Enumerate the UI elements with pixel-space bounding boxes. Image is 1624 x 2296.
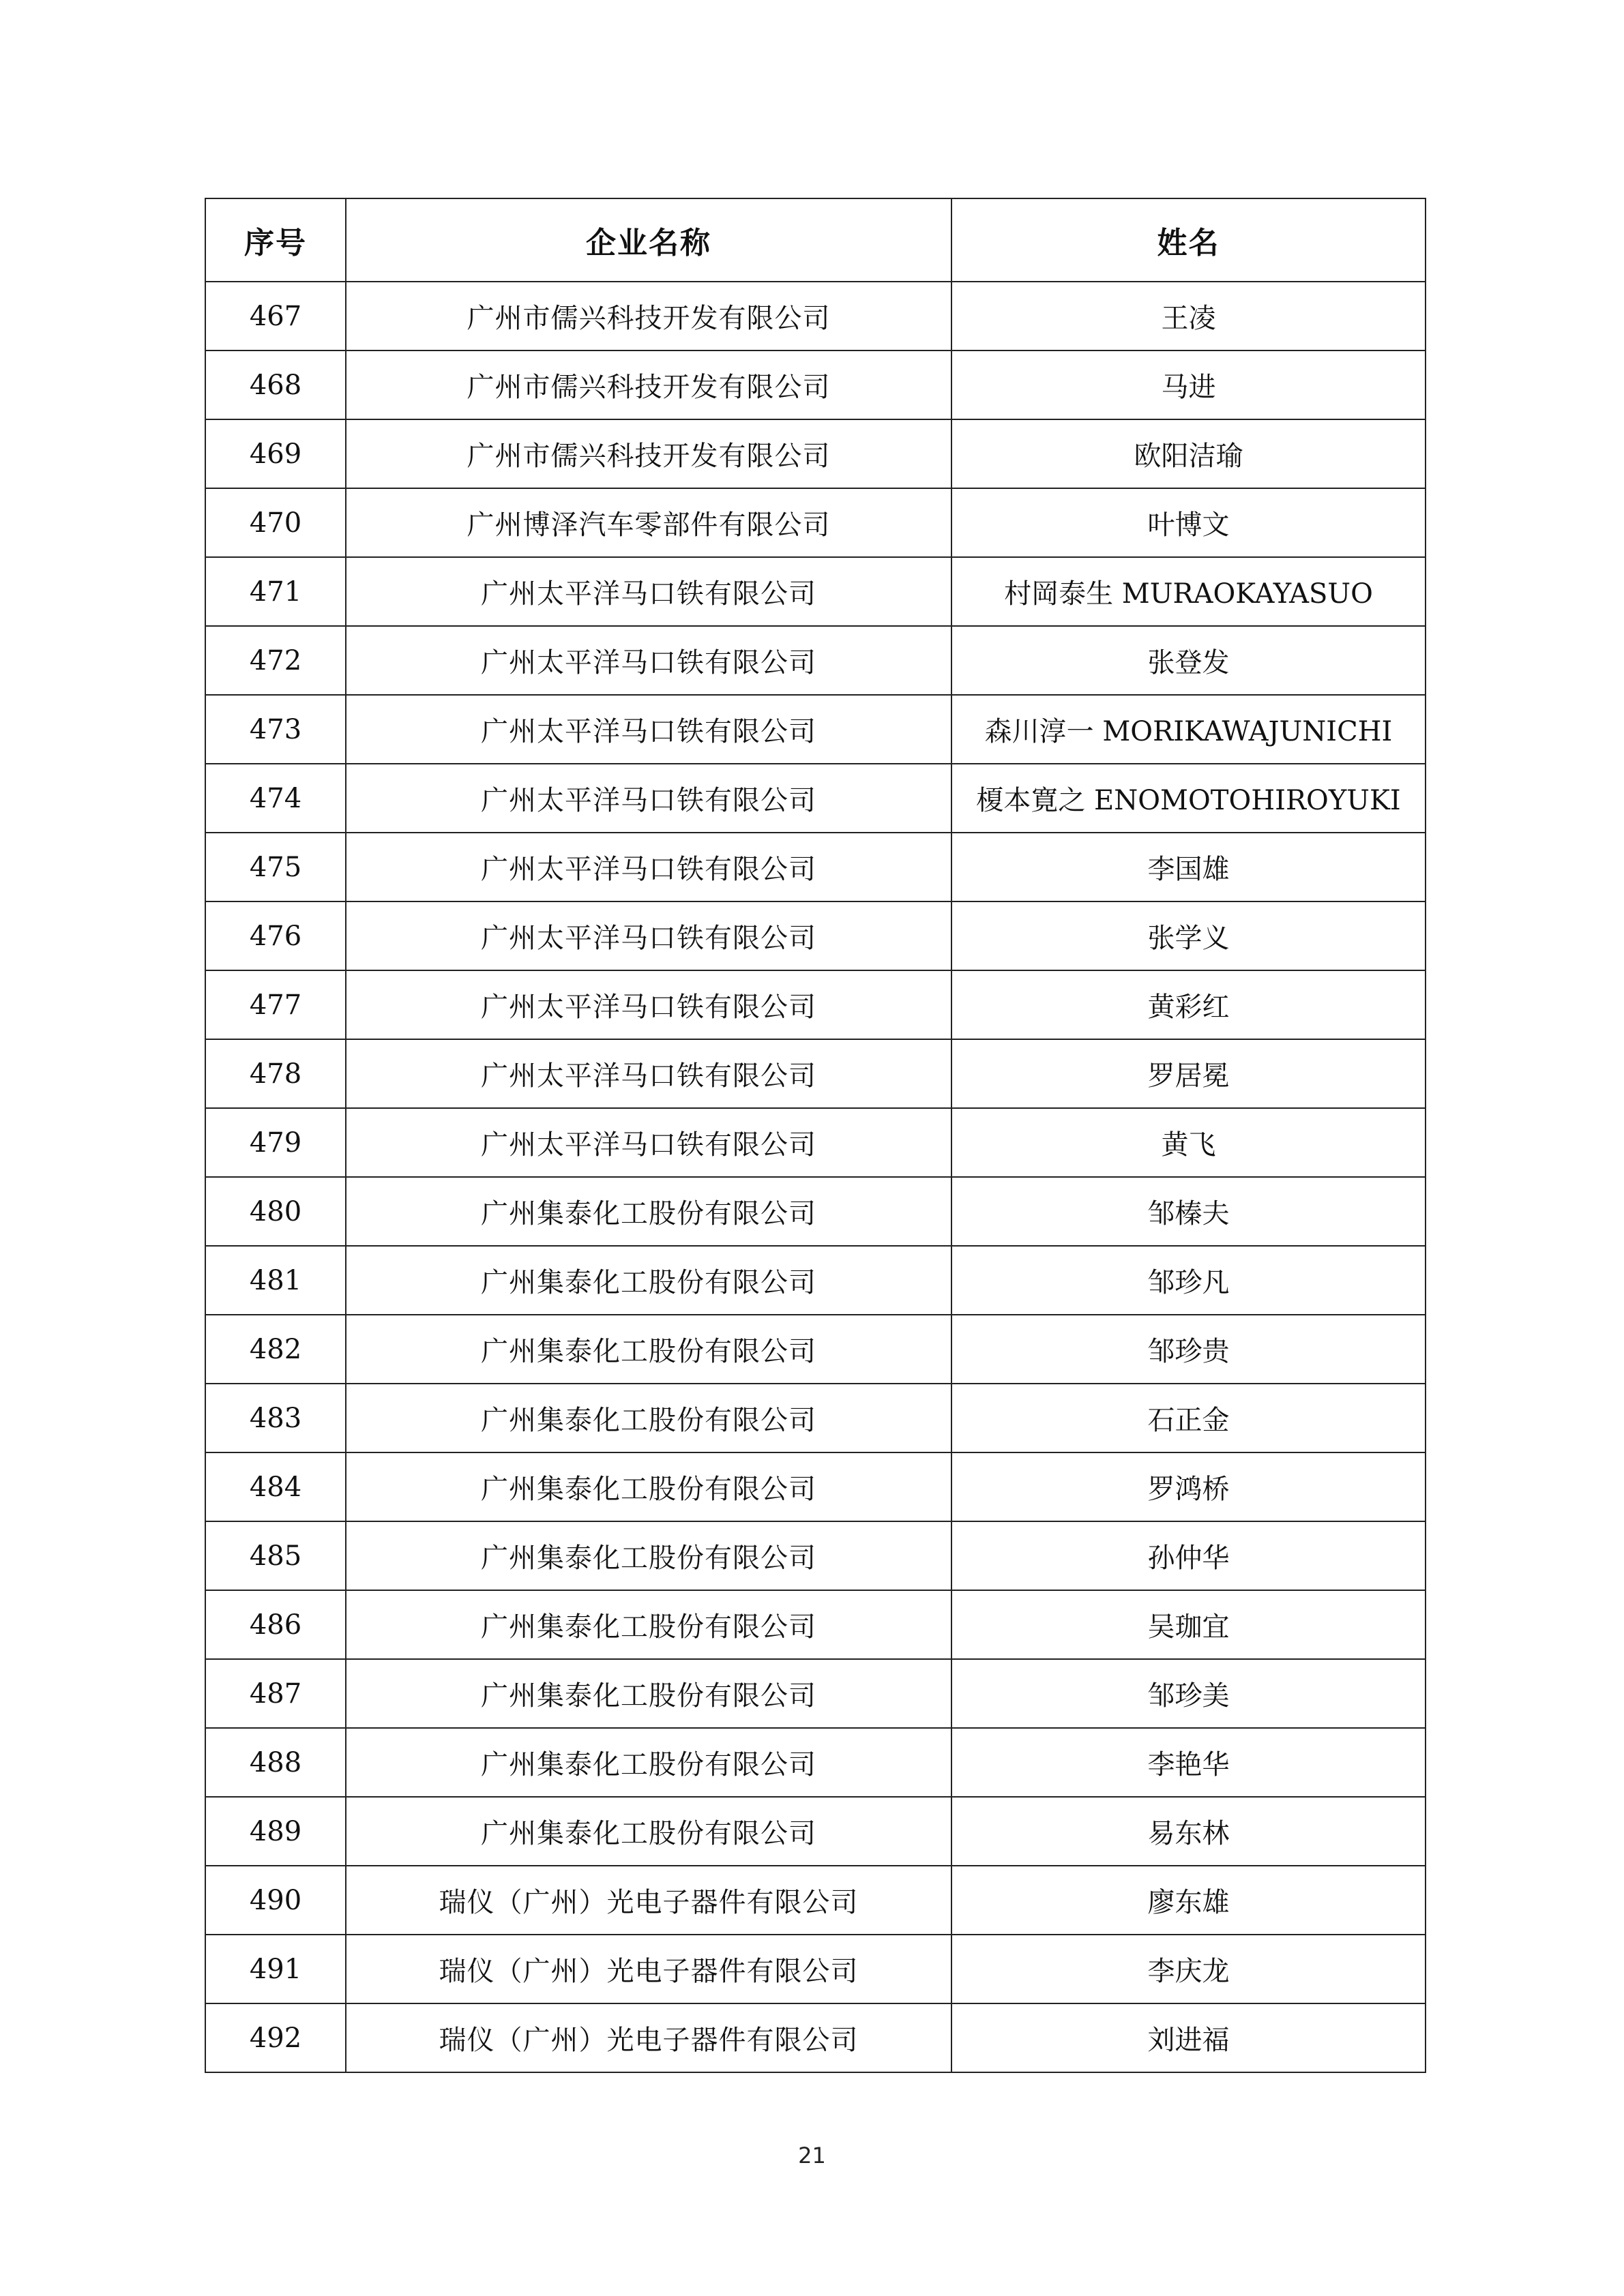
table-row [205, 833, 1426, 901]
cell-serial-number: 470 [205, 488, 346, 557]
cell-company-name: 广州太平洋马口铁有限公司 [346, 1108, 951, 1177]
table-row [205, 419, 1426, 488]
cell-company-name: 广州太平洋马口铁有限公司 [346, 764, 951, 833]
table-row [205, 1728, 1426, 1797]
table-row [205, 970, 1426, 1039]
cell-person-name: 吴珈宜 [951, 1590, 1426, 1659]
cell-serial-number: 488 [205, 1728, 346, 1797]
table-body [205, 282, 1426, 2072]
cell-person-name: 刘进福 [951, 2003, 1426, 2072]
cell-person-name: 黄彩红 [951, 970, 1426, 1039]
cell-company-name: 广州市儒兴科技开发有限公司 [346, 282, 951, 351]
cell-serial-number: 472 [205, 626, 346, 695]
cell-company-name: 广州集泰化工股份有限公司 [346, 1797, 951, 1866]
cell-person-name: 森川淳一 MORIKAWAJUNICHI [951, 695, 1426, 764]
cell-company-name: 广州集泰化工股份有限公司 [346, 1590, 951, 1659]
cell-person-name: 李艳华 [951, 1728, 1426, 1797]
cell-serial-number: 481 [205, 1246, 346, 1315]
cell-company-name: 广州市儒兴科技开发有限公司 [346, 351, 951, 419]
cell-person-name: 马进 [951, 351, 1426, 419]
cell-person-name: 罗居冕 [951, 1039, 1426, 1108]
cell-person-name: 石正金 [951, 1384, 1426, 1452]
cell-serial-number: 474 [205, 764, 346, 833]
table-row [205, 1866, 1426, 1935]
cell-serial-number: 469 [205, 419, 346, 488]
table-row [205, 1108, 1426, 1177]
table-row [205, 1452, 1426, 1521]
cell-company-name: 广州太平洋马口铁有限公司 [346, 833, 951, 901]
cell-serial-number: 480 [205, 1177, 346, 1246]
cell-company-name: 广州集泰化工股份有限公司 [346, 1246, 951, 1315]
table-row [205, 1935, 1426, 2003]
table-row [205, 282, 1426, 351]
cell-company-name: 瑞仪（广州）光电子器件有限公司 [346, 1935, 951, 2003]
cell-person-name: 邹珍贵 [951, 1315, 1426, 1384]
cell-person-name: 罗鸿桥 [951, 1452, 1426, 1521]
roster-table [205, 198, 1426, 2073]
cell-serial-number: 485 [205, 1521, 346, 1590]
table-row [205, 764, 1426, 833]
table-row [205, 1521, 1426, 1590]
cell-person-name: 张学义 [951, 901, 1426, 970]
table-row [205, 1315, 1426, 1384]
cell-person-name: 欧阳洁瑜 [951, 419, 1426, 488]
cell-company-name: 广州太平洋马口铁有限公司 [346, 1039, 951, 1108]
header-serial-number: 序号 [205, 198, 346, 282]
cell-serial-number: 489 [205, 1797, 346, 1866]
table-row [205, 557, 1426, 626]
cell-company-name: 广州太平洋马口铁有限公司 [346, 557, 951, 626]
header-company-name: 企业名称 [346, 198, 951, 282]
cell-serial-number: 475 [205, 833, 346, 901]
cell-serial-number: 477 [205, 970, 346, 1039]
cell-serial-number: 484 [205, 1452, 346, 1521]
table-row [205, 1384, 1426, 1452]
table-row [205, 1659, 1426, 1728]
cell-person-name: 孙仲华 [951, 1521, 1426, 1590]
header-person-name: 姓名 [951, 198, 1426, 282]
cell-person-name: 易东林 [951, 1797, 1426, 1866]
cell-person-name: 叶博文 [951, 488, 1426, 557]
table-row [205, 2003, 1426, 2072]
cell-company-name: 广州太平洋马口铁有限公司 [346, 901, 951, 970]
cell-person-name: 村岡泰生 MURAOKAYASUO [951, 557, 1426, 626]
cell-serial-number: 479 [205, 1108, 346, 1177]
cell-company-name: 广州集泰化工股份有限公司 [346, 1315, 951, 1384]
cell-person-name: 李庆龙 [951, 1935, 1426, 2003]
table-row [205, 1797, 1426, 1866]
cell-company-name: 广州集泰化工股份有限公司 [346, 1452, 951, 1521]
table-header-row [205, 198, 1426, 282]
table-row [205, 626, 1426, 695]
cell-serial-number: 492 [205, 2003, 346, 2072]
cell-serial-number: 468 [205, 351, 346, 419]
cell-person-name: 廖东雄 [951, 1866, 1426, 1935]
cell-company-name: 广州太平洋马口铁有限公司 [346, 626, 951, 695]
table-row [205, 1590, 1426, 1659]
cell-company-name: 广州集泰化工股份有限公司 [346, 1177, 951, 1246]
cell-person-name: 王凌 [951, 282, 1426, 351]
cell-serial-number: 478 [205, 1039, 346, 1108]
cell-company-name: 广州集泰化工股份有限公司 [346, 1521, 951, 1590]
cell-person-name: 榎本寛之 ENOMOTOHIROYUKI [951, 764, 1426, 833]
table-row [205, 1177, 1426, 1246]
cell-serial-number: 471 [205, 557, 346, 626]
cell-company-name: 广州市儒兴科技开发有限公司 [346, 419, 951, 488]
cell-person-name: 张登发 [951, 626, 1426, 695]
cell-serial-number: 467 [205, 282, 346, 351]
cell-serial-number: 486 [205, 1590, 346, 1659]
table-row [205, 1246, 1426, 1315]
cell-person-name: 邹珍凡 [951, 1246, 1426, 1315]
table-row [205, 695, 1426, 764]
cell-serial-number: 482 [205, 1315, 346, 1384]
table-row [205, 1039, 1426, 1108]
cell-person-name: 黄飞 [951, 1108, 1426, 1177]
cell-company-name: 广州博泽汽车零部件有限公司 [346, 488, 951, 557]
cell-person-name: 李国雄 [951, 833, 1426, 901]
table-row [205, 351, 1426, 419]
page-number: 21 [798, 2143, 826, 2168]
cell-person-name: 邹榛夫 [951, 1177, 1426, 1246]
cell-person-name: 邹珍美 [951, 1659, 1426, 1728]
cell-serial-number: 483 [205, 1384, 346, 1452]
cell-company-name: 广州太平洋马口铁有限公司 [346, 970, 951, 1039]
cell-serial-number: 487 [205, 1659, 346, 1728]
cell-serial-number: 490 [205, 1866, 346, 1935]
table-row [205, 901, 1426, 970]
cell-company-name: 广州集泰化工股份有限公司 [346, 1659, 951, 1728]
cell-company-name: 广州集泰化工股份有限公司 [346, 1728, 951, 1797]
table-row [205, 488, 1426, 557]
cell-serial-number: 473 [205, 695, 346, 764]
cell-company-name: 广州集泰化工股份有限公司 [346, 1384, 951, 1452]
cell-serial-number: 476 [205, 901, 346, 970]
cell-company-name: 广州太平洋马口铁有限公司 [346, 695, 951, 764]
cell-company-name: 瑞仪（广州）光电子器件有限公司 [346, 1866, 951, 1935]
cell-company-name: 瑞仪（广州）光电子器件有限公司 [346, 2003, 951, 2072]
cell-serial-number: 491 [205, 1935, 346, 2003]
